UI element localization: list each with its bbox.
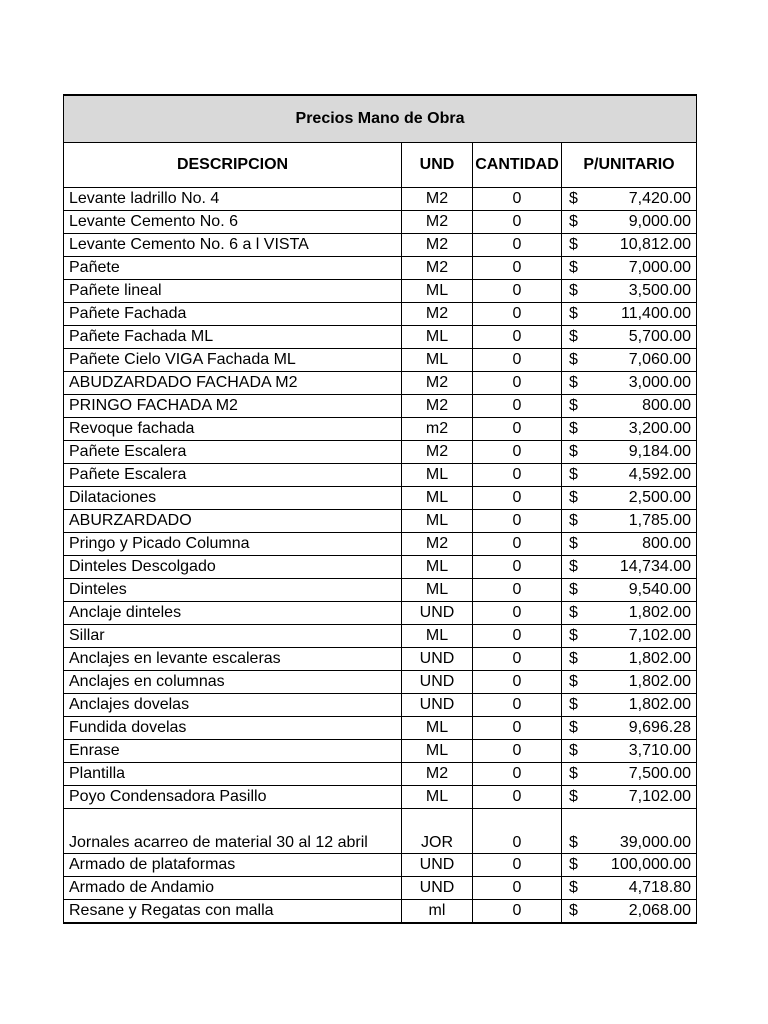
currency-symbol: $: [569, 512, 578, 529]
cell-unit: ML: [402, 717, 473, 740]
cell-quantity: 0: [473, 441, 562, 464]
cell-unit-price: [562, 740, 697, 763]
cell-unit: UND: [402, 877, 473, 900]
table-row: [64, 349, 697, 372]
cell-description: Sillar: [64, 625, 402, 648]
cell-quantity: 0: [473, 395, 562, 418]
price-amount: 800.00: [642, 397, 691, 414]
table-row: [64, 395, 697, 418]
currency-symbol: $: [569, 604, 578, 621]
table-row: [64, 786, 697, 809]
cell-quantity: 0: [473, 326, 562, 349]
header-unit-price: P/UNITARIO: [562, 143, 697, 188]
price-amount: 4,718.80: [628, 879, 691, 896]
cell-quantity: 0: [473, 717, 562, 740]
currency-symbol: $: [569, 650, 578, 667]
cell-description: Revoque fachada: [64, 418, 402, 441]
cell-unit-price: [562, 854, 697, 877]
table-row: [64, 234, 697, 257]
cell-unit: ML: [402, 625, 473, 648]
cell-unit: ML: [402, 740, 473, 763]
cell-quantity: 0: [473, 854, 562, 877]
cell-unit: ML: [402, 349, 473, 372]
table-row: [64, 809, 697, 854]
cell-quantity: 0: [473, 418, 562, 441]
cell-unit-price: [562, 694, 697, 717]
cell-description: Levante Cemento No. 6 a l VISTA: [64, 234, 402, 257]
cell-unit-price: [562, 648, 697, 671]
cell-description: Dinteles: [64, 579, 402, 602]
table-row: [64, 900, 697, 924]
price-amount: 3,200.00: [628, 420, 691, 437]
table-title: Precios Mano de Obra: [64, 95, 697, 143]
cell-quantity: 0: [473, 303, 562, 326]
header-unit: UND: [402, 143, 473, 188]
cell-description: Enrase: [64, 740, 402, 763]
currency-symbol: $: [569, 443, 578, 460]
currency-symbol: $: [569, 259, 578, 276]
cell-description: Pringo y Picado Columna: [64, 533, 402, 556]
table-row: [64, 487, 697, 510]
cell-unit-price: [562, 786, 697, 809]
table-row: [64, 280, 697, 303]
cell-unit: UND: [402, 648, 473, 671]
cell-unit-price: [562, 418, 697, 441]
header-quantity: CANTIDAD: [473, 143, 562, 188]
cell-unit: m2: [402, 418, 473, 441]
cell-unit-price: [562, 556, 697, 579]
cell-description: Pañete lineal: [64, 280, 402, 303]
currency-symbol: $: [569, 558, 578, 575]
cell-unit: ML: [402, 786, 473, 809]
table-row: [64, 556, 697, 579]
currency-symbol: $: [569, 351, 578, 368]
price-amount: 9,000.00: [628, 213, 691, 230]
cell-description: Anclajes dovelas: [64, 694, 402, 717]
price-amount: 1,802.00: [628, 696, 691, 713]
cell-description: Plantilla: [64, 763, 402, 786]
table-row: [64, 602, 697, 625]
cell-description: Pañete: [64, 257, 402, 280]
price-amount: 7,000.00: [628, 259, 691, 276]
currency-symbol: $: [569, 328, 578, 345]
cell-unit-price: [562, 510, 697, 533]
table-row: [64, 326, 697, 349]
cell-unit: M2: [402, 234, 473, 257]
table-row: [64, 648, 697, 671]
currency-symbol: $: [569, 856, 578, 873]
cell-quantity: 0: [473, 280, 562, 303]
cell-quantity: 0: [473, 740, 562, 763]
cell-unit-price: [562, 717, 697, 740]
currency-symbol: $: [569, 282, 578, 299]
table-row: [64, 854, 697, 877]
cell-unit: UND: [402, 854, 473, 877]
table-row: [64, 694, 697, 717]
cell-quantity: 0: [473, 763, 562, 786]
cell-unit-price: [562, 280, 697, 303]
cell-quantity: 0: [473, 533, 562, 556]
price-amount: 3,710.00: [628, 742, 691, 759]
table-row: [64, 717, 697, 740]
cell-unit-price: [562, 625, 697, 648]
table-row: [64, 625, 697, 648]
cell-unit: M2: [402, 303, 473, 326]
cell-unit-price: [562, 372, 697, 395]
cell-unit: M2: [402, 533, 473, 556]
cell-quantity: 0: [473, 602, 562, 625]
cell-quantity: 0: [473, 625, 562, 648]
cell-unit-price: [562, 395, 697, 418]
cell-unit: ml: [402, 900, 473, 924]
cell-unit: M2: [402, 395, 473, 418]
cell-quantity: 0: [473, 257, 562, 280]
table-row: [64, 671, 697, 694]
cell-quantity: 0: [473, 786, 562, 809]
cell-quantity: 0: [473, 234, 562, 257]
table-row: [64, 533, 697, 556]
price-table: [63, 94, 697, 924]
cell-quantity: 0: [473, 809, 562, 854]
currency-symbol: $: [569, 489, 578, 506]
table-row: [64, 372, 697, 395]
currency-symbol: $: [569, 719, 578, 736]
cell-quantity: 0: [473, 510, 562, 533]
cell-quantity: 0: [473, 877, 562, 900]
price-amount: 2,500.00: [628, 489, 691, 506]
currency-symbol: $: [569, 397, 578, 414]
cell-unit-price: [562, 464, 697, 487]
table-row: [64, 211, 697, 234]
table-row: [64, 510, 697, 533]
cell-quantity: 0: [473, 648, 562, 671]
price-amount: 800.00: [642, 535, 691, 552]
cell-description: Pañete Fachada ML: [64, 326, 402, 349]
cell-unit-price: [562, 303, 697, 326]
cell-description: Dilataciones: [64, 487, 402, 510]
table-row: [64, 579, 697, 602]
price-amount: 39,000.00: [619, 834, 691, 851]
table-row: [64, 418, 697, 441]
cell-unit-price: [562, 900, 697, 924]
price-amount: 7,060.00: [628, 351, 691, 368]
cell-description: Anclajes en columnas: [64, 671, 402, 694]
cell-description: Resane y Regatas con malla: [64, 900, 402, 924]
cell-unit: UND: [402, 671, 473, 694]
cell-description: Anclaje dinteles: [64, 602, 402, 625]
price-amount: 3,500.00: [628, 282, 691, 299]
price-amount: 10,812.00: [619, 236, 691, 253]
cell-quantity: 0: [473, 188, 562, 211]
price-amount: 1,785.00: [628, 512, 691, 529]
cell-unit: M2: [402, 188, 473, 211]
cell-description: Jornales acarreo de material 30 al 12 abril: [64, 809, 402, 854]
cell-description: Levante Cemento No. 6: [64, 211, 402, 234]
currency-symbol: $: [569, 902, 578, 919]
cell-unit: ML: [402, 579, 473, 602]
price-amount: 9,540.00: [628, 581, 691, 598]
table-row: [64, 441, 697, 464]
price-amount: 2,068.00: [628, 902, 691, 919]
currency-symbol: $: [569, 673, 578, 690]
cell-unit-price: [562, 188, 697, 211]
price-amount: 3,000.00: [628, 374, 691, 391]
currency-symbol: $: [569, 535, 578, 552]
price-amount: 4,592.00: [628, 466, 691, 483]
cell-description: Anclajes en levante escaleras: [64, 648, 402, 671]
cell-unit-price: [562, 602, 697, 625]
cell-unit: UND: [402, 694, 473, 717]
cell-unit: JOR: [402, 809, 473, 854]
cell-description: Levante ladrillo No. 4: [64, 188, 402, 211]
price-amount: 1,802.00: [628, 673, 691, 690]
cell-description: Armado de Andamio: [64, 877, 402, 900]
cell-quantity: 0: [473, 556, 562, 579]
cell-unit-price: [562, 877, 697, 900]
header-description: DESCRIPCION: [64, 143, 402, 188]
cell-unit-price: [562, 671, 697, 694]
cell-unit: ML: [402, 280, 473, 303]
cell-quantity: 0: [473, 211, 562, 234]
price-amount: 7,102.00: [628, 627, 691, 644]
table-row: [64, 303, 697, 326]
price-amount: 5,700.00: [628, 328, 691, 345]
price-amount: 9,696.28: [628, 719, 691, 736]
currency-symbol: $: [569, 765, 578, 782]
cell-unit-price: [562, 763, 697, 786]
price-amount: 11,400.00: [621, 305, 691, 322]
cell-unit: UND: [402, 602, 473, 625]
cell-unit-price: [562, 326, 697, 349]
cell-unit-price: [562, 257, 697, 280]
cell-unit: M2: [402, 763, 473, 786]
currency-symbol: $: [569, 742, 578, 759]
cell-description: Pañete Cielo VIGA Fachada ML: [64, 349, 402, 372]
cell-unit: M2: [402, 211, 473, 234]
currency-symbol: $: [569, 581, 578, 598]
cell-description: Dinteles Descolgado: [64, 556, 402, 579]
cell-description: Pañete Fachada: [64, 303, 402, 326]
cell-quantity: 0: [473, 349, 562, 372]
currency-symbol: $: [569, 834, 578, 851]
price-amount: 7,500.00: [628, 765, 691, 782]
table-row: [64, 877, 697, 900]
currency-symbol: $: [569, 696, 578, 713]
currency-symbol: $: [569, 213, 578, 230]
cell-description: ABURZARDADO: [64, 510, 402, 533]
cell-description: Poyo Condensadora Pasillo: [64, 786, 402, 809]
cell-description: Pañete Escalera: [64, 464, 402, 487]
cell-unit: M2: [402, 372, 473, 395]
cell-quantity: 0: [473, 694, 562, 717]
price-amount: 1,802.00: [628, 650, 691, 667]
cell-quantity: 0: [473, 579, 562, 602]
cell-quantity: 0: [473, 464, 562, 487]
currency-symbol: $: [569, 627, 578, 644]
table-row: [64, 188, 697, 211]
currency-symbol: $: [569, 305, 578, 322]
cell-unit: ML: [402, 487, 473, 510]
cell-unit-price: [562, 211, 697, 234]
cell-unit-price: [562, 533, 697, 556]
cell-description: Pañete Escalera: [64, 441, 402, 464]
cell-unit: M2: [402, 257, 473, 280]
price-amount: 7,102.00: [628, 788, 691, 805]
cell-unit: ML: [402, 556, 473, 579]
table-row: [64, 464, 697, 487]
currency-symbol: $: [569, 879, 578, 896]
cell-unit-price: [562, 441, 697, 464]
table-row: [64, 763, 697, 786]
currency-symbol: $: [569, 236, 578, 253]
currency-symbol: $: [569, 190, 578, 207]
cell-quantity: 0: [473, 671, 562, 694]
currency-symbol: $: [569, 374, 578, 391]
price-amount: 100,000.00: [610, 856, 691, 873]
cell-description: Armado de plataformas: [64, 854, 402, 877]
cell-quantity: 0: [473, 487, 562, 510]
currency-symbol: $: [569, 466, 578, 483]
cell-unit-price: [562, 487, 697, 510]
table-row: [64, 740, 697, 763]
currency-symbol: $: [569, 420, 578, 437]
price-amount: 9,184.00: [628, 443, 691, 460]
cell-unit: ML: [402, 464, 473, 487]
currency-symbol: $: [569, 788, 578, 805]
cell-quantity: 0: [473, 900, 562, 924]
table-row: [64, 257, 697, 280]
cell-description: PRINGO FACHADA M2: [64, 395, 402, 418]
cell-unit-price: [562, 349, 697, 372]
price-amount: 7,420.00: [628, 190, 691, 207]
price-amount: 1,802.00: [628, 604, 691, 621]
cell-unit: M2: [402, 441, 473, 464]
cell-quantity: 0: [473, 372, 562, 395]
cell-unit-price: [562, 579, 697, 602]
cell-unit: ML: [402, 510, 473, 533]
cell-unit-price: [562, 234, 697, 257]
cell-description: Fundida dovelas: [64, 717, 402, 740]
price-amount: 14,734.00: [619, 558, 691, 575]
cell-unit: ML: [402, 326, 473, 349]
cell-description: ABUDZARDADO FACHADA M2: [64, 372, 402, 395]
cell-unit-price: [562, 809, 697, 854]
